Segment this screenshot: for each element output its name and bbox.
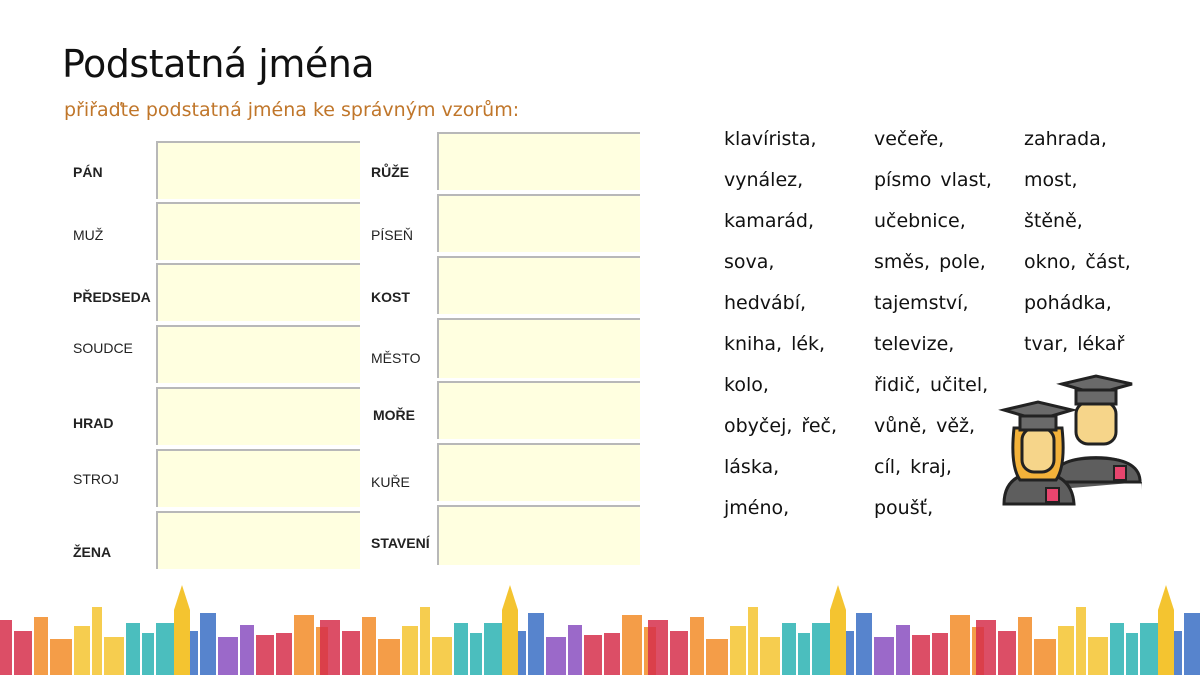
skyline-building	[1126, 633, 1138, 675]
skyline-building	[622, 615, 642, 675]
skyline-building	[896, 625, 910, 675]
word-bank-item: sova,	[724, 251, 775, 273]
word-bank-item: vůně, věž,	[874, 415, 976, 437]
skyline-building	[362, 617, 376, 675]
pattern-label: MOŘE	[373, 407, 415, 423]
pattern-label: KOST	[371, 289, 410, 305]
pattern-label: HRAD	[73, 415, 114, 431]
answer-box[interactable]	[437, 505, 640, 565]
skyline-building	[342, 631, 360, 675]
word-bank-item: láska,	[724, 456, 780, 478]
word-bank-item: vynález,	[724, 169, 804, 191]
skyline-building	[470, 633, 482, 675]
skyline-building	[748, 607, 758, 675]
page-subtitle: přiřaďte podstatná jména ke správným vzorům:	[64, 99, 520, 121]
skyline-building	[1110, 623, 1124, 675]
skyline-spire	[174, 585, 190, 675]
skyline-building	[998, 631, 1016, 675]
skyline-building	[648, 620, 668, 675]
skyline-building	[1058, 626, 1074, 675]
skyline-building	[378, 639, 400, 675]
skyline-building	[156, 623, 174, 675]
skyline-building	[874, 637, 894, 675]
skyline-building	[568, 625, 582, 675]
pattern-label: STAVENÍ	[371, 535, 430, 551]
skyline-building	[912, 635, 930, 675]
word-bank-item: štěně,	[1024, 210, 1083, 232]
answer-box[interactable]	[437, 194, 640, 252]
skyline-spire	[502, 585, 518, 675]
skyline-building	[976, 620, 996, 675]
skyline-building	[256, 635, 274, 675]
word-bank-item: tvar, lékař	[1024, 333, 1125, 355]
skyline-building	[218, 637, 238, 675]
skyline-building	[1018, 617, 1032, 675]
skyline-building	[420, 607, 430, 675]
skyline-building	[812, 623, 830, 675]
answer-box[interactable]	[437, 318, 640, 378]
skyline-building	[402, 626, 418, 675]
skyline-building	[294, 615, 314, 675]
skyline-building	[690, 617, 704, 675]
pattern-label: PÍSEŇ	[371, 227, 414, 243]
word-bank-item: televize,	[874, 333, 955, 355]
word-bank-item: pohádka,	[1024, 292, 1112, 314]
skyline-building	[276, 633, 292, 675]
word-bank-item: večeře,	[874, 128, 945, 150]
answer-box[interactable]	[156, 449, 360, 507]
skyline-building	[200, 613, 216, 675]
skyline-building	[1076, 607, 1086, 675]
skyline-building	[74, 626, 90, 675]
word-bank-item: učebnice,	[874, 210, 966, 232]
word-bank-item: obyčej, řeč,	[724, 415, 837, 437]
skyline-building	[484, 623, 502, 675]
answer-box[interactable]	[437, 256, 640, 314]
skyline-building	[1184, 613, 1200, 675]
skyline-building	[760, 637, 780, 675]
answer-box[interactable]	[437, 381, 640, 439]
skyline-building	[932, 633, 948, 675]
city-skyline-icon	[0, 580, 1200, 675]
skyline-building	[950, 615, 970, 675]
skyline-building	[856, 613, 872, 675]
skyline-building	[50, 639, 72, 675]
word-bank-item: řidič, učitel,	[874, 374, 989, 396]
word-bank-item: písmo vlast,	[874, 169, 992, 191]
word-bank-item: směs, pole,	[874, 251, 986, 273]
word-bank-item: kolo,	[724, 374, 769, 396]
word-bank-item: zahrada,	[1024, 128, 1107, 150]
skyline-building	[782, 623, 796, 675]
skyline-building	[240, 625, 254, 675]
answer-box[interactable]	[156, 511, 360, 569]
word-bank-item: kniha, lék,	[724, 333, 826, 355]
skyline-building	[320, 620, 340, 675]
skyline-building	[1088, 637, 1108, 675]
pattern-label: ŽENA	[73, 544, 112, 560]
skyline-building	[454, 623, 468, 675]
answer-box[interactable]	[156, 141, 360, 199]
pattern-label: SOUDCE	[73, 340, 133, 356]
word-bank-item: okno, část,	[1024, 251, 1131, 273]
skyline-building	[14, 631, 32, 675]
skyline-building	[126, 623, 140, 675]
skyline-building	[432, 637, 452, 675]
page-title: Podstatná jména	[62, 42, 375, 86]
skyline-spire	[1158, 585, 1174, 675]
word-bank-item: klavírista,	[724, 128, 817, 150]
skyline-building	[104, 637, 124, 675]
answer-box[interactable]	[437, 132, 640, 190]
skyline-building	[1140, 623, 1158, 675]
pattern-label: KUŘE	[371, 474, 410, 490]
skyline-building	[730, 626, 746, 675]
pattern-label: STROJ	[73, 471, 119, 487]
skyline-building	[798, 633, 810, 675]
pattern-label: MUŽ	[73, 227, 104, 243]
answer-box[interactable]	[437, 443, 640, 501]
graduates-icon	[996, 372, 1146, 512]
skyline-building	[528, 613, 544, 675]
skyline-building	[0, 620, 12, 675]
pattern-label: PŘEDSEDA	[73, 289, 151, 305]
skyline-building	[584, 635, 602, 675]
answer-box[interactable]	[156, 202, 360, 260]
word-bank-item: most,	[1024, 169, 1078, 191]
skyline-spire	[830, 585, 846, 675]
answer-box[interactable]	[156, 325, 360, 383]
pattern-label: RŮŽE	[371, 164, 410, 180]
word-bank-item: kamarád,	[724, 210, 815, 232]
word-bank-item: tajemství,	[874, 292, 969, 314]
skyline-building	[546, 637, 566, 675]
word-bank-item: jméno,	[724, 497, 790, 519]
skyline-building	[92, 607, 102, 675]
skyline-building	[142, 633, 154, 675]
word-bank-item: cíl, kraj,	[874, 456, 952, 478]
pattern-label: PÁN	[73, 164, 103, 180]
skyline-building	[34, 617, 48, 675]
answer-box[interactable]	[156, 263, 360, 321]
answer-box[interactable]	[156, 387, 360, 445]
skyline-building	[1034, 639, 1056, 675]
skyline-building	[706, 639, 728, 675]
skyline-building	[604, 633, 620, 675]
pattern-label: MĚSTO	[371, 350, 421, 366]
skyline-building	[670, 631, 688, 675]
word-bank-item: hedvábí,	[724, 292, 807, 314]
word-bank-item: poušť,	[874, 497, 934, 519]
